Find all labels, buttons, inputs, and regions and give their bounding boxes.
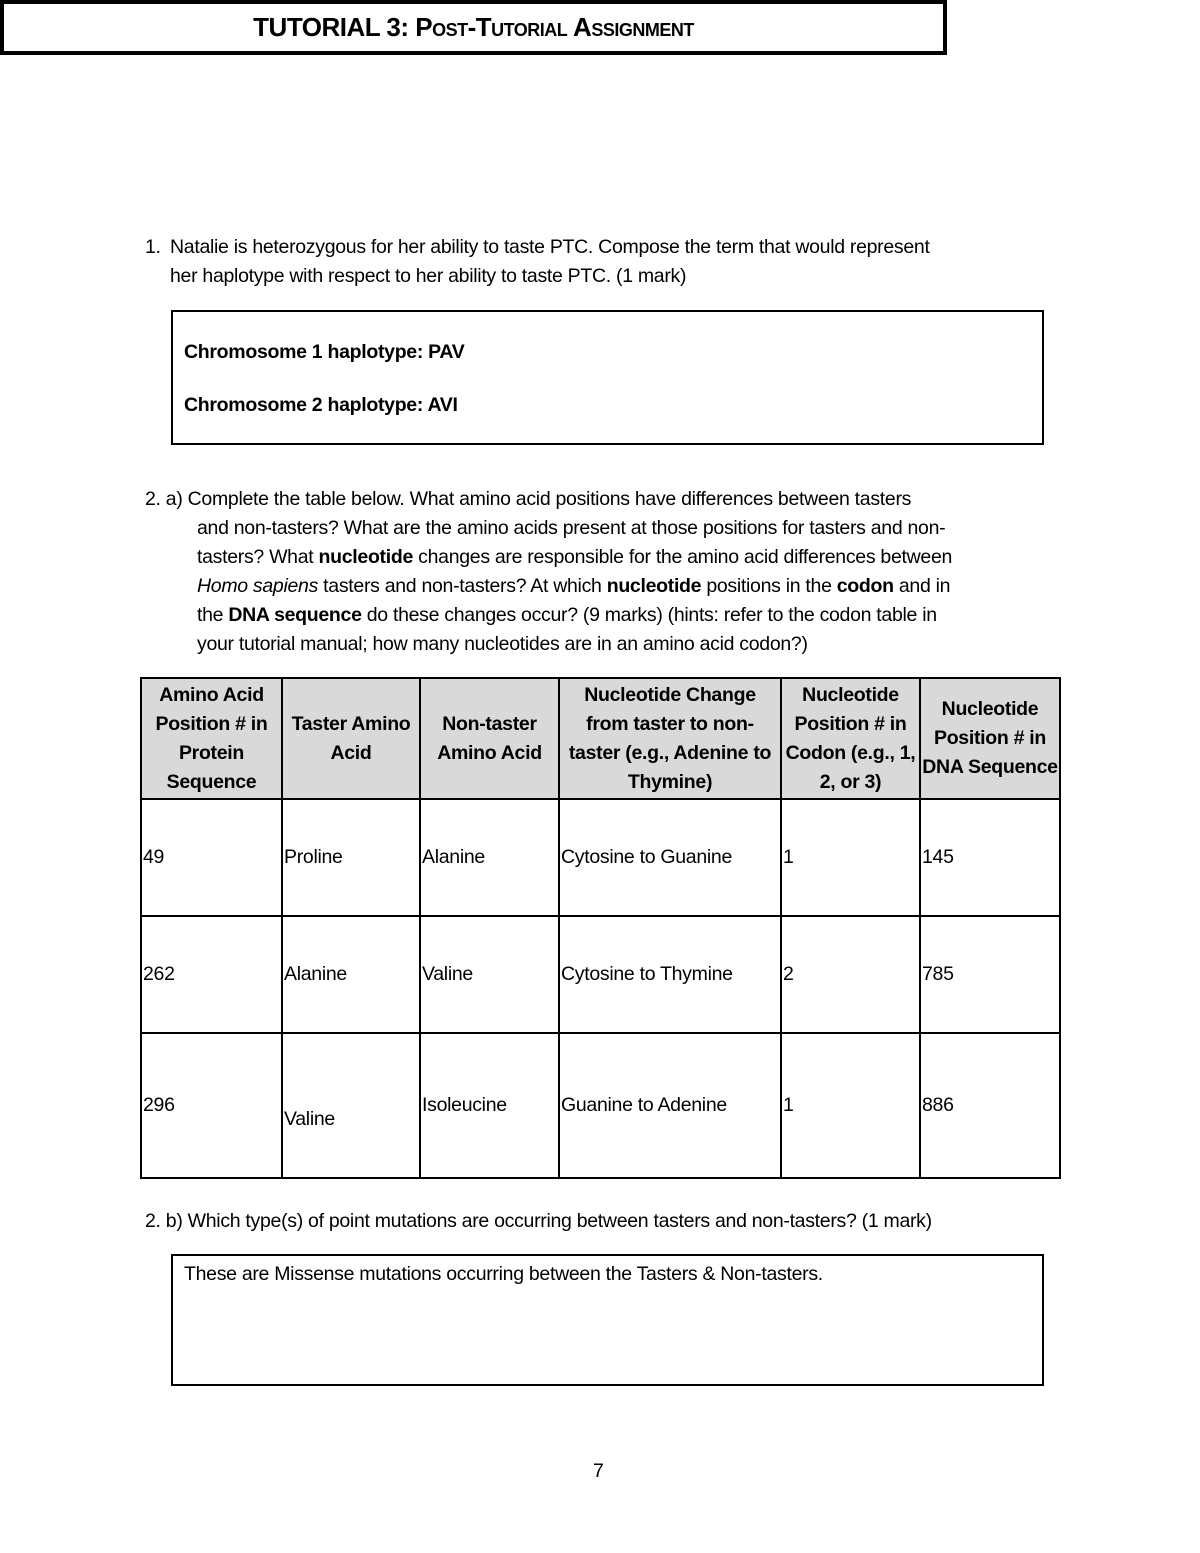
table-header-row: [141, 678, 1060, 799]
cell[interactable]: 1: [781, 799, 920, 916]
q2a-line6: your tutorial manual; how many nucleotides are in an amino acid codon?): [197, 633, 808, 655]
page-number: 7: [593, 1460, 604, 1482]
q2b-answer-box[interactable]: [171, 1254, 1044, 1386]
cell[interactable]: 785: [920, 916, 1060, 1033]
title-sub: Post-Tutorial Assignment: [415, 12, 694, 42]
header-taster-aa: Taster Amino Acid: [282, 678, 420, 799]
q1-number: 1.: [145, 236, 161, 258]
cell[interactable]: Valine: [282, 1033, 420, 1178]
q2a-line4: Homo sapiens tasters and non-tasters? At which nucleotide positions in the codon and in: [197, 575, 951, 597]
table-row: [141, 799, 1060, 916]
q2b-question: 2. b) Which type(s) of point mutations are occurring between tasters and non-tasters? (1 mark): [145, 1210, 932, 1232]
table-row: [141, 1033, 1060, 1178]
cell[interactable]: Guanine to Adenine: [559, 1033, 781, 1178]
cell[interactable]: Valine: [420, 916, 559, 1033]
header-nontaster-aa: Non-taster Amino Acid: [420, 678, 559, 799]
chromosome-2-haplotype: Chromosome 2 haplotype: AVI: [184, 394, 458, 416]
cell[interactable]: Alanine: [420, 799, 559, 916]
cell[interactable]: Isoleucine: [420, 1033, 559, 1178]
cell[interactable]: 145: [920, 799, 1060, 916]
page-title: [253, 12, 694, 43]
header-dna-position: Nucleotide Position # in DNA Sequence: [920, 678, 1060, 799]
cell[interactable]: 262: [141, 916, 282, 1033]
q2b-answer: These are Missense mutations occurring between the Tasters & Non-tasters.: [184, 1263, 823, 1285]
cell[interactable]: 49: [141, 799, 282, 916]
cell[interactable]: Alanine: [282, 916, 420, 1033]
header-aa-position: Amino Acid Position # in Protein Sequence: [141, 678, 282, 799]
mutation-table: [140, 677, 1061, 1179]
q1-line2: her haplotype with respect to her ability to taste PTC. (1 mark): [170, 265, 687, 287]
cell[interactable]: Cytosine to Guanine: [559, 799, 781, 916]
header-nucleotide-change: Nucleotide Change from taster to non-taster (e.g., Adenine to Thymine): [559, 678, 781, 799]
cell[interactable]: 1: [781, 1033, 920, 1178]
cell[interactable]: 2: [781, 916, 920, 1033]
q2a-line2: and non-tasters? What are the amino acids present at those positions for tasters and non-: [197, 517, 946, 539]
cell[interactable]: 296: [141, 1033, 282, 1178]
header-codon-position: Nucleotide Position # in Codon (e.g., 1, 2, or 3): [781, 678, 920, 799]
q1-line1: Natalie is heterozygous for her ability to taste PTC. Compose the term that would represent: [170, 236, 930, 258]
chromosome-1-haplotype: Chromosome 1 haplotype: PAV: [184, 341, 465, 363]
cell[interactable]: Cytosine to Thymine: [559, 916, 781, 1033]
cell[interactable]: 886: [920, 1033, 1060, 1178]
title-box: [0, 0, 947, 55]
q2a-line5: the DNA sequence do these changes occur? (9 marks) (hints: refer to the codon table in: [197, 604, 937, 626]
title-main: TUTORIAL 3:: [253, 12, 409, 42]
q2a-line1: 2. a) Complete the table below. What amino acid positions have differences between tasters: [145, 488, 912, 510]
q2a-line3: tasters? What nucleotide changes are responsible for the amino acid differences between: [197, 546, 953, 568]
q1-answer-box[interactable]: [171, 310, 1044, 445]
table-row: [141, 916, 1060, 1033]
cell[interactable]: Proline: [282, 799, 420, 916]
